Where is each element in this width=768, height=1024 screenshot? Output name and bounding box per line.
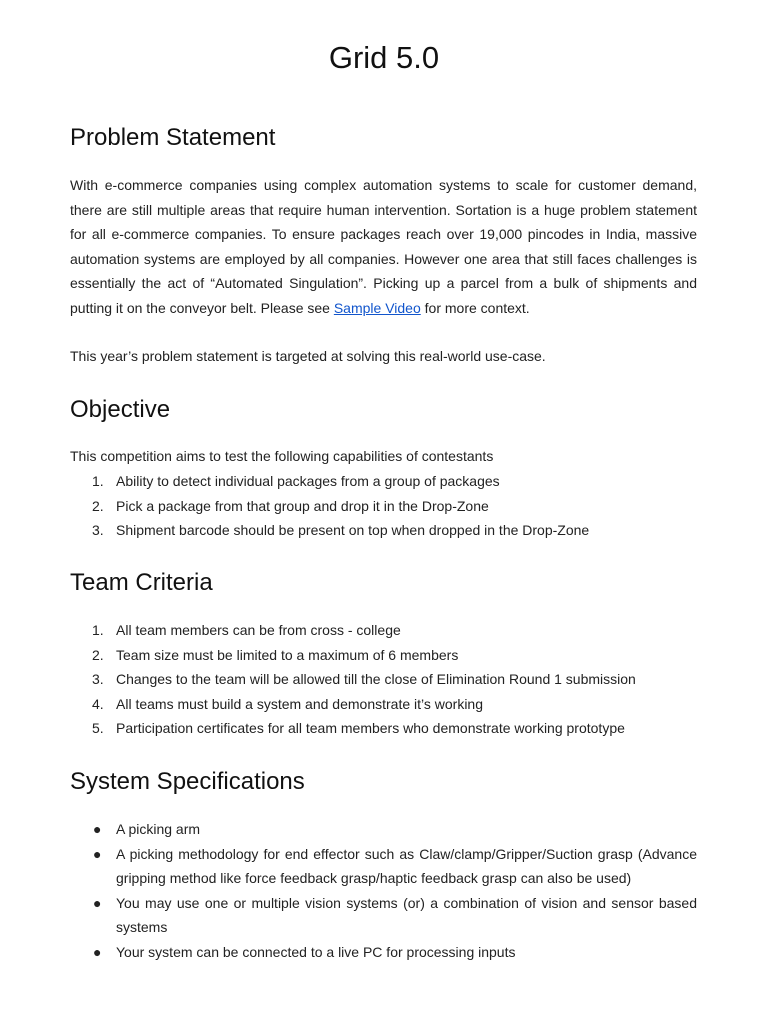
list-item-text: Shipment barcode should be present on top when dropped in the Drop-Zone — [116, 522, 590, 538]
list-item — [70, 667, 697, 692]
list-number: 1. — [92, 473, 104, 489]
list-number: 4. — [92, 695, 104, 712]
problem-statement-paragraph — [70, 173, 697, 320]
problem-text-tail: for more context. — [420, 299, 530, 316]
list-number: 5. — [92, 720, 104, 736]
bullet-icon: ● — [93, 821, 102, 837]
list-item-text: Ability to detect individual packages from a group of packages — [116, 473, 500, 489]
bullet-icon: ● — [93, 894, 102, 911]
list-number: 3. — [92, 522, 104, 538]
list-number: 2. — [92, 497, 104, 514]
sample-video-link[interactable]: Sample Video — [333, 299, 421, 316]
objective-list — [70, 469, 697, 543]
system-specifications-list — [70, 817, 697, 964]
list-item-text: All teams must build a system and demonstrate it’s working — [116, 695, 484, 712]
list-item — [70, 842, 697, 891]
list-item-text: Participation certificates for all team members who demonstrate working prototype — [116, 720, 625, 736]
list-item — [70, 716, 697, 741]
list-item — [70, 494, 697, 519]
system-specifications-heading: System Specifications — [70, 768, 305, 795]
team-criteria-list — [70, 618, 697, 741]
list-item — [70, 643, 697, 668]
list-item — [70, 692, 697, 717]
list-item — [70, 891, 697, 940]
list-item-text: A picking arm — [116, 821, 201, 837]
list-number: 3. — [92, 671, 104, 687]
list-item — [70, 817, 697, 842]
bullet-icon: ● — [93, 943, 102, 960]
list-item-text: Team size must be limited to a maximum of 6 members — [116, 646, 459, 663]
problem-statement-heading: Problem Statement — [70, 124, 276, 151]
list-item-text: You may use one or multiple vision systems (or) a combination of vision and sensor based systems — [116, 894, 697, 935]
list-number: 1. — [92, 622, 104, 638]
bullet-icon: ● — [93, 845, 102, 862]
list-item — [70, 518, 697, 543]
problem-statement-note: This year’s problem statement is targeted at solving this real-world use-case. — [70, 348, 546, 364]
team-criteria-heading: Team Criteria — [70, 569, 213, 596]
list-number: 2. — [92, 646, 104, 663]
problem-text: With e-commerce companies using complex automation systems to scale for customer demand, there are still multiple areas that require human intervention. Sortation is a huge problem statement for all e-commerce companies. To ensure packages reach over 19,000 pincodes in India, massive automation systems are employed by all companies. However one area that still faces challenges is essentially the act of “Automated Singulation”. Picking up a parcel from a bulk of shipments and putting it on the conveyor belt. Please see — [70, 177, 697, 316]
list-item-text: All team members can be from cross - college — [116, 622, 401, 638]
list-item-text: Changes to the team will be allowed till the close of Elimination Round 1 submission — [116, 671, 636, 687]
list-item — [70, 618, 697, 643]
objective-heading: Objective — [70, 396, 171, 423]
list-item — [70, 940, 697, 965]
list-item-text: Your system can be connected to a live PC for processing inputs — [116, 943, 516, 960]
document-title: Grid 5.0 — [328, 40, 440, 75]
list-item-text: A picking methodology for end effector such as Claw/clamp/Gripper/Suction grasp (Advance gripping method like force feedback grasp/haptic feedback grasp can also be used) — [116, 845, 697, 886]
list-item-text: Pick a package from that group and drop it in the Drop-Zone — [116, 497, 489, 514]
list-item — [70, 469, 697, 494]
objective-intro: This competition aims to test the following capabilities of contestants — [70, 448, 494, 464]
